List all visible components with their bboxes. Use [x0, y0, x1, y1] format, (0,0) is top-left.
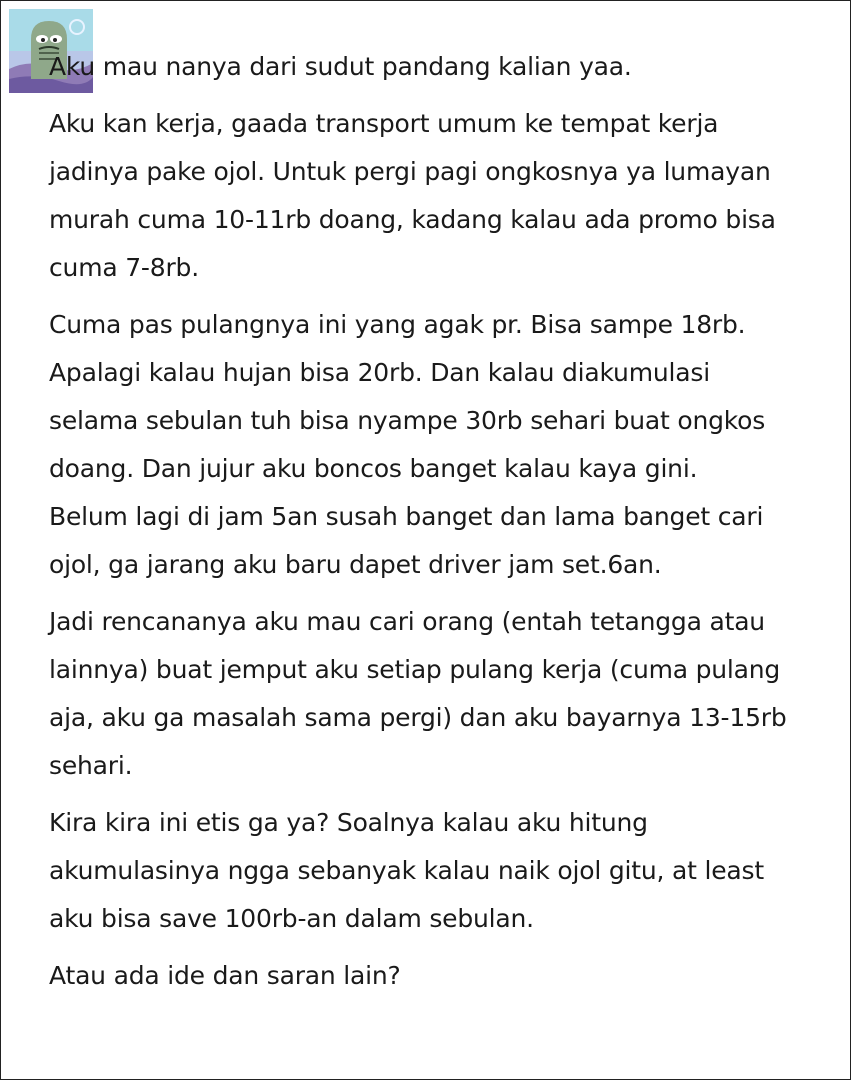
- post-paragraph: Aku kan kerja, gaada transport umum ke tempat kerja jadinya pake ojol. Untuk pergi pagi ongkosnya ya lumayan murah cuma 10-11rb doang, kadang kalau ada promo bisa cuma 7-8rb.: [49, 109, 776, 282]
- post-paragraph: Atau ada ide dan saran lain?: [49, 961, 401, 990]
- post-paragraph: Cuma pas pulangnya ini yang agak pr. Bisa sampe 18rb. Apalagi kalau hujan bisa 20rb. Dan kalau diakumulasi selama sebulan tuh bisa nyampe 30rb sehari buat ongkos doang. Dan jujur aku boncos banget kalau kaya gini. Belum lagi di jam 5an susah banget dan lama banget cari ojol, ga jarang aku baru dapet driver jam set.6an.: [49, 310, 766, 579]
- post-body: [49, 43, 829, 1009]
- post-paragraph: Aku mau nanya dari sudut pandang kalian yaa.: [49, 52, 632, 81]
- post-paragraph: Jadi rencananya aku mau cari orang (entah tetangga atau lainnya) buat jemput aku setiap pulang kerja (cuma pulang aja, aku ga masalah sama pergi) dan aku bayarnya 13-15rb sehari.: [49, 607, 787, 780]
- post-paragraph: Kira kira ini etis ga ya? Soalnya kalau aku hitung akumulasinya ngga sebanyak kalau naik ojol gitu, at least aku bisa save 100rb-an dalam sebulan.: [49, 808, 764, 933]
